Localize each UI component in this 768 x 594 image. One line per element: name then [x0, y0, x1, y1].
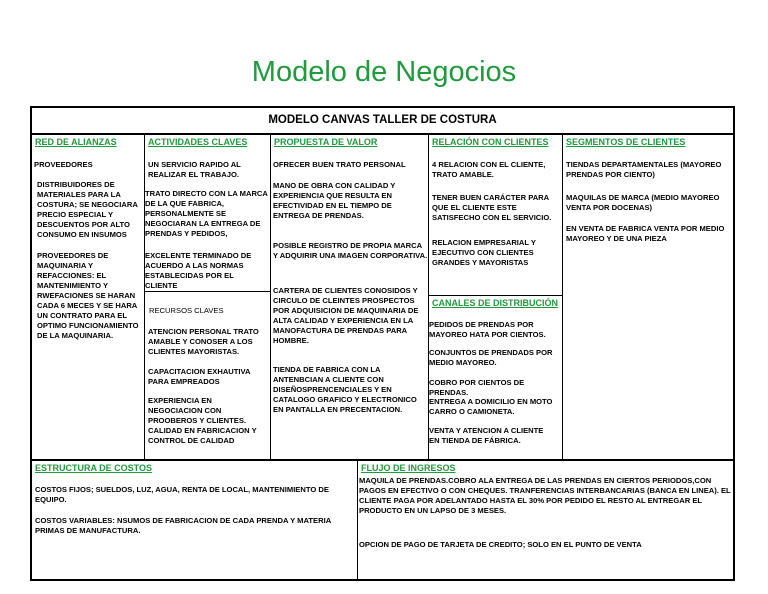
key-resources-section	[145, 292, 270, 459]
canvas-title: MODELO CANVAS TALLER DE COSTURA	[32, 108, 733, 135]
value-proposition-section	[271, 135, 428, 459]
key-activities-item: UN SERVICIO RAPIDO AL REALIZAR EL TRABAJO.	[148, 160, 241, 179]
channels-section	[429, 296, 562, 459]
customer-segments-item: EN VENTA DE FABRICA VENTA POR MEDIO MAYOREO Y DE UNA PIEZA	[566, 224, 725, 243]
customer-relationships-item: 4 RELACION CON EL CLIENTE, TRATO AMABLE.	[432, 160, 546, 179]
channels-item: COBRO POR CIENTOS DE PRENDAS.	[429, 378, 525, 397]
value-proposition-item: OFRECER BUEN TRATO PERSONAL	[273, 160, 406, 169]
key-activities-item: TRATO DIRECTO CON LA MARCA DE LA QUE FABRICA, PERSONALMENTE SE NEGOCIARAN LA ENTREGA DE PRENDAS Y PEDIDOS,	[145, 189, 268, 238]
customer-segments-section	[563, 135, 733, 459]
key-activities-heading: ACTIVIDADES CLAVES	[148, 137, 248, 147]
customer-segments-item: MAQUILAS DE MARCA (MEDIO MAYOREO VENTA POR DOCENAS)	[566, 193, 720, 212]
page-title: Modelo de Negocios	[251, 56, 517, 88]
customer-segments-heading: SEGMENTOS DE CLIENTES	[566, 137, 686, 147]
customer-relationships-item: RELACION EMPRESARIAL Y EJECUTIVO CON CLIENTES GRANDES Y MAYORISTAS	[432, 238, 536, 267]
key-activities-item: EXCELENTE TERMINADO DE ACUERDO A LAS NORMAS ESTABLECIDAS POR EL CLIENTE	[145, 251, 252, 290]
revenue-streams-item: MAQUILA DE PRENDAS.COBRO ALA ENTREGA DE LAS PRENDAS EN CIERTOS PERIODOS,CON PAGOS EN EFECTIVO O CON CHEQUES. TRANFERENCIAS INTERBANCARIAS (BANCA EN LINEA). EL CLIENTE PAGA POR ADELANTADO HASTA EL 30% POR PEDIDO EL RESTO AL ENTREGAR EL PRODUCTO EN UN LAPSO DE 3 MESES.	[359, 476, 731, 515]
revenue-streams-item: OPCION DE PAGO DE TARJETA DE CREDITO; SOLO EN EL PUNTO DE VENTA	[359, 540, 642, 549]
key-partners-heading: RED DE ALIANZAS	[35, 137, 117, 147]
value-proposition-item: CARTERA DE CLIENTES CONOSIDOS Y CIRCULO DE CLEINTES PROSPECTOS POR ADQUISICION DE MAQUINARIA DE ALTA CALIDAD Y EXPERIENCIA EN LA MANOFACTURA DE PRENDAS PARA HOMBRE.	[273, 286, 419, 345]
key-partners-item: PROVEEDORES DE MAQUINARIA Y REFACCIONES: EL MANTENIMIENTO Y RWEFACIONES SE HARAN CADA 6 MECES Y SE HARA UN CONTRATO PARA EL OPTIMO FUNCIONAMIENTO DE LA MAQUINARIA.	[37, 251, 139, 340]
key-resources-item: ATENCION PERSONAL TRATO AMABLE Y CONOSER A LOS CLIENTES MAYORISTAS.	[148, 327, 259, 356]
channels-item: CONJUNTOS DE PRENDADS POR MEDIO MAYOREO.	[429, 348, 553, 367]
business-model-canvas	[30, 106, 735, 581]
cost-structure-item: COSTOS FIJOS; SUELDOS, LUZ, AGUA, RENTA DE LOCAL, MANTENIMIENTO DE EQUIPO.	[35, 485, 329, 504]
channels-item: VENTA Y ATENCION A CLIENTE EN TIENDA DE FÁBRICA.	[429, 426, 544, 445]
value-proposition-item: MANO DE OBRA CON CALIDAD Y EXPERIENCIA QUE RESULTA EN EFECTIVIDAD EN EL TIEMPO DE ENTREGA DE PRENDAS.	[273, 181, 396, 220]
customer-relationships-section	[429, 135, 562, 295]
revenue-streams-section	[358, 461, 733, 581]
channels-heading: CANALES DE DISTRIBUCIÓN	[432, 298, 559, 308]
key-partners-item: DISTRIBUIDORES DE MATERIALES PARA LA COSTURA; SE NEGOCIARA PRECIO ESPECIAL Y DESCUENTOS POR ALTO CONSUMO EN INSUMOS	[37, 180, 138, 239]
key-resources-heading: RECURSOS CLAVES	[149, 306, 224, 315]
value-proposition-item: POSIBLE REGISTRO DE PROPIA MARCA Y ADQUIRIR UNA IMAGEN CORPORATIVA.	[273, 241, 428, 260]
key-partners-item: PROVEEDORES	[34, 160, 93, 169]
cost-structure-heading: ESTRUCTURA DE COSTOS	[35, 463, 153, 473]
cost-structure-item: COSTOS VARIABLES: NSUMOS DE FABRICACION DE CADA PRENDA Y MATERIA PRIMAS DE MANUFACTURA.	[35, 516, 331, 535]
value-proposition-heading: PROPUESTA DE VALOR	[274, 137, 378, 147]
customer-relationships-heading: RELACIÓN CON CLIENTES	[432, 137, 549, 147]
channels-item: PEDIDOS DE PRENDAS POR MAYOREO HATA POR CIENTOS.	[429, 320, 546, 339]
key-activities-section	[145, 135, 270, 291]
key-resources-item: EXPERIENCIA EN NEGOCIACION CON PROOBEROS Y CLIENTES.	[148, 396, 247, 425]
key-resources-item: CALIDAD EN FABRICACION Y CONTROL DE CALIDAD	[148, 426, 257, 445]
key-resources-item: CAPACITACION EXHAUTIVA PARA EMPREADOS	[148, 367, 251, 386]
value-proposition-item: TIENDA DE FABRICA CON LA ANTENBCIAN A CLIENTE CON DISEÑOSPRENCENCIALES Y EN CATALOGO GRAFICO Y ELECTRONICO EN PANTALLA EN PRECENTACION.	[273, 365, 417, 414]
channels-item: ENTREGA A DOMICILIO EN MOTO CARRO O CAMIONETA.	[429, 397, 553, 416]
cost-structure-section	[32, 461, 357, 581]
customer-relationships-item: TENER BUEN CARÁCTER PARA QUE EL CLIENTE ESTE SATISFECHO CON EL SERVICIO.	[432, 193, 552, 222]
key-partners-section	[32, 135, 144, 459]
revenue-streams-heading: FLUJO DE INGRESOS	[361, 463, 456, 473]
customer-segments-item: TIENDAS DEPARTAMENTALES (MAYOREO PRENDAS POR CIENTO)	[566, 160, 722, 179]
